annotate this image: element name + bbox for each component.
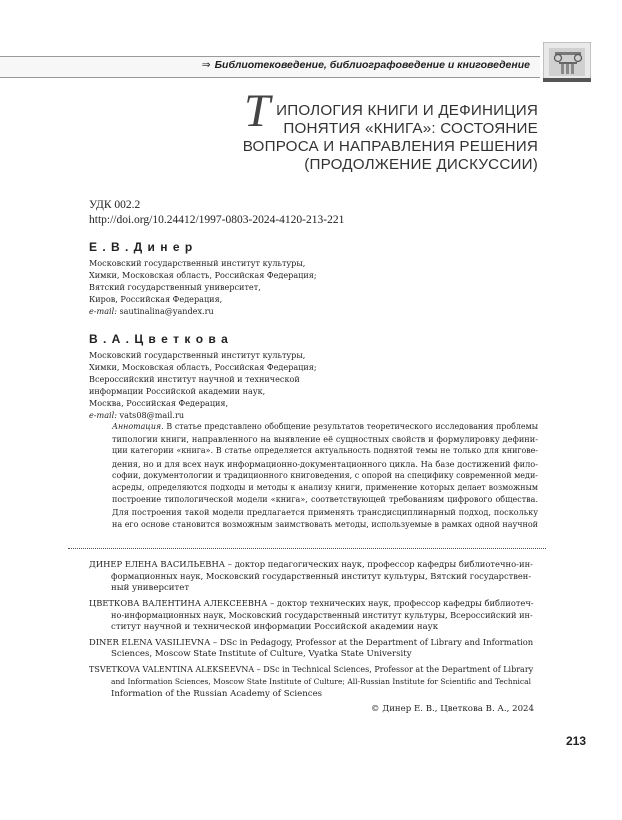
- abstract-line: типологии книги, направленного на выявление её сущностных свойств и формулировку дефини-: [112, 434, 538, 445]
- abstract-label: Аннотация.: [112, 422, 164, 431]
- footnote-line: ЦВЕТКОВА ВАЛЕНТИНА АЛЕКСЕЕВНА – доктор технических наук, профессор кафедры библиотеч-: [89, 598, 534, 608]
- doi-link[interactable]: http://doi.org/10.24412/1997-0803-2024-4120-213-221: [89, 214, 345, 226]
- section-title: Библиотековедение, библиографоведение и книговедение: [214, 59, 530, 71]
- author-email[interactable]: vats08@mail.ru: [119, 410, 185, 420]
- footnote-line: ный университет: [111, 583, 190, 593]
- page-number: 213: [565, 734, 586, 748]
- footnote-line: DINER ELENA VASILIEVNA – DSc in Pedagogy, Professor at the Department of Library and Information: [89, 637, 534, 647]
- affiliation-line: Химки, Московская область, Российская Федерация;: [89, 362, 317, 372]
- title-line-2: ПОНЯТИЯ «КНИГА»: СОСТОЯНИЕ: [283, 120, 538, 137]
- affiliation-line: Вятский государственный университет,: [89, 282, 261, 292]
- title-initial-letter: Т: [244, 85, 271, 137]
- abstract-line: Для построения такой модели предлагается применять трансдисциплинарный подход, поскольку: [112, 507, 538, 518]
- abstract-line: построение типологической модели «книга», соответствующей требованиям цифрового общества.: [112, 495, 538, 505]
- author-email-line: [89, 409, 317, 421]
- title-line-3: ВОПРОСА И НАПРАВЛЕНИЯ РЕШЕНИЯ: [242, 138, 538, 155]
- footnote-author-info: [89, 558, 535, 594]
- affiliation-line: Всероссийский институт научной и технической: [89, 374, 300, 384]
- abstract-line: на его основе становится возможным заимствовать методы, используемые в рамках одной научной: [112, 519, 538, 529]
- affiliation-line: Химки, Московская область, Российская Федерация;: [89, 270, 317, 280]
- affiliation-line: Московский государственный институт культуры,: [89, 258, 306, 268]
- arrow-right-icon: ⇒: [201, 59, 211, 71]
- footnote-line: ститут научной и технической информации Российской академии наук: [111, 622, 439, 632]
- footnote-line: Sciences, Moscow State Institute of Culture, Vyatka State University: [111, 649, 412, 659]
- abstract-line: софии, документологии и традиционного книговедения, с опорой на специфику современной меди-: [112, 470, 538, 480]
- footnote-author-info: [89, 664, 535, 700]
- footnote-line: and Information Sciences, Moscow State Institute of Culture; All-Russian Institute for Scientific and Technical: [111, 677, 532, 686]
- author-name-1: Е . В . Д и н е р: [89, 240, 194, 254]
- abstract-line: Аннотация. В статье представлено обобщение результатов теоретического исследования проблемы: [112, 422, 538, 431]
- affiliation-line: Московский государственный институт культуры,: [89, 350, 306, 360]
- abstract-line: асреды, определяются подходы и методы к анализу книги, применение которых делает возможным: [112, 483, 538, 493]
- author-affiliation-2: [89, 349, 317, 421]
- abstract: [112, 421, 538, 531]
- title-line-4: (ПРОДОЛЖЕНИЕ ДИСКУССИИ): [304, 156, 538, 173]
- section-header: [202, 59, 530, 71]
- copyright: © Динер Е. В., Цветкова В. А., 2024: [370, 704, 534, 714]
- footnote-author-info: [89, 636, 535, 660]
- abstract-line: ции категории «книга». В статье определяется актуальность поднятой темы не только для книгове-: [112, 446, 538, 456]
- email-label: e-mail:: [89, 306, 117, 316]
- footnote-divider: [68, 548, 546, 549]
- affiliation-line: информации Российской академии наук,: [89, 386, 266, 396]
- footnote-line: ДИНЕР ЕЛЕНА ВАСИЛЬЕВНА – доктор педагогических наук, профессор кафедры библиотечно-ин-: [89, 559, 533, 569]
- title-line-1: ИПОЛОГИЯ КНИГИ И ДЕФИНИЦИЯ: [276, 102, 538, 119]
- author-email-line: [89, 305, 317, 317]
- email-label: e-mail:: [89, 410, 117, 420]
- ionic-column-logo-icon: [543, 42, 591, 82]
- footnote-line: Information of the Russian Academy of Sciences: [111, 689, 323, 699]
- footnote-author-info: [89, 597, 535, 633]
- author-email[interactable]: sautinalina@yandex.ru: [119, 306, 214, 316]
- author-name-2: В . А . Ц в е т к о в а: [89, 332, 229, 346]
- footnote-line: формационных наук, Московский государственный институт культуры, Вятский государствен-: [111, 571, 532, 581]
- affiliation-line: Киров, Российская Федерация,: [89, 294, 223, 304]
- footnote-line: TSVETKOVA VALENTINA ALEKSEEVNA – DSc in Technical Sciences, Professor at the Department of Library: [89, 665, 534, 674]
- abstract-line: дения, но и для всех наук информационно-документационного цикла. На базе достижений фило-: [112, 458, 538, 469]
- footnote-line: но-информационных наук, Московский государственный институт культуры, Всероссийский ин-: [111, 610, 533, 620]
- author-affiliation-1: [89, 257, 317, 317]
- udk-code: УДК 002.2: [89, 199, 141, 211]
- affiliation-line: Москва, Российская Федерация,: [89, 398, 229, 408]
